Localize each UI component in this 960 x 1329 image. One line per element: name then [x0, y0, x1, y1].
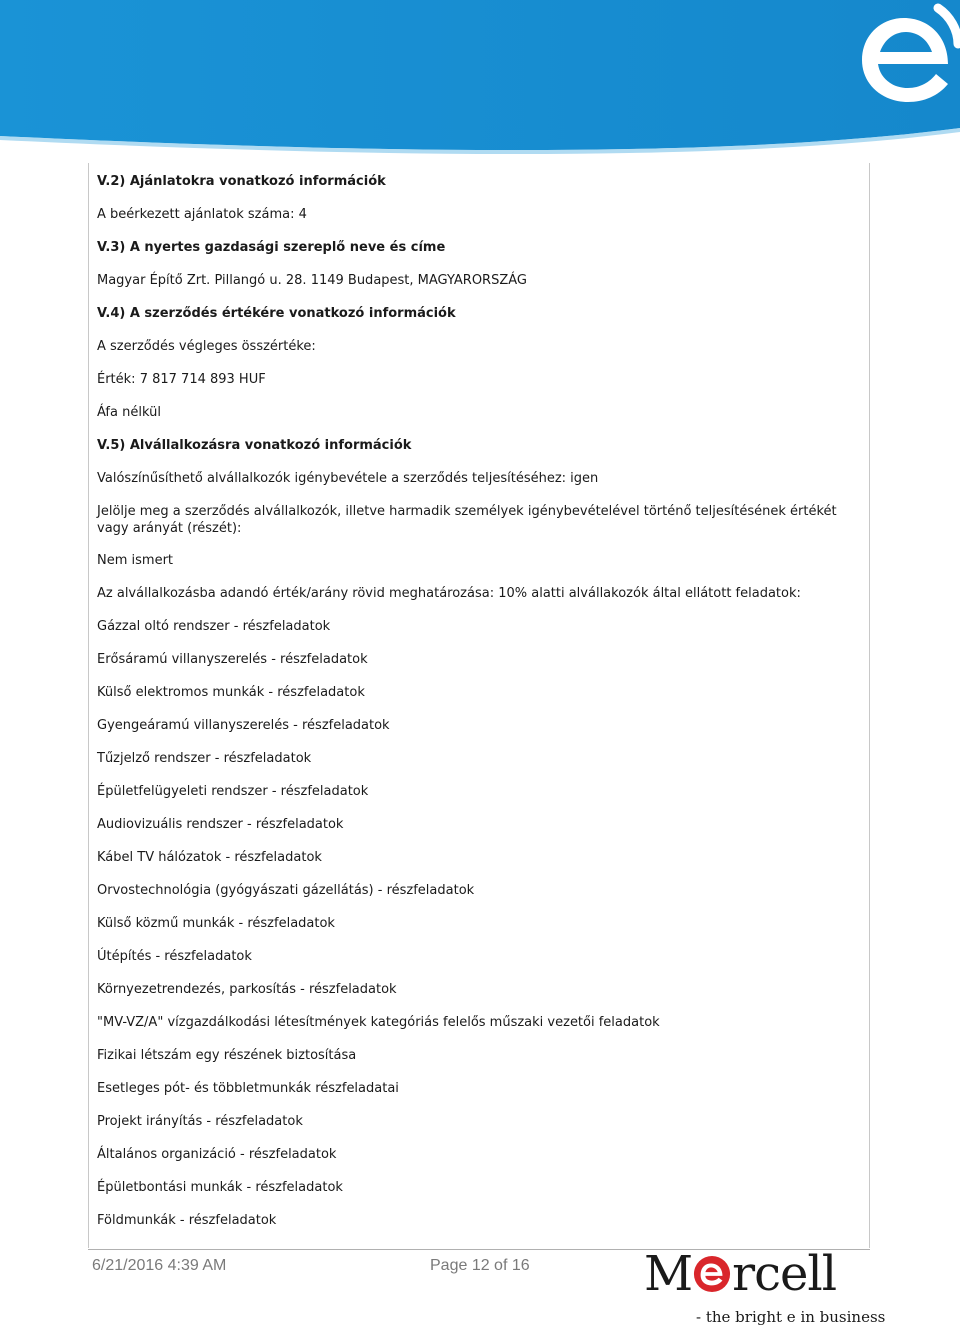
text-line: Orvostechnológia (gyógyászati gázellátás) - részfeladatok: [97, 883, 475, 898]
text-line: Tűzjelző rendszer - részfeladatok: [97, 751, 312, 766]
section-heading: V.2) Ajánlatokra vonatkozó információk: [97, 174, 386, 189]
footer-page-number: Page 12 of 16: [430, 1257, 530, 1274]
text-line: Épületfelügyeleti rendszer - részfeladatok: [97, 784, 369, 799]
text-line: Gázzal oltó rendszer - részfeladatok: [97, 619, 331, 634]
text-line: Audiovizuális rendszer - részfeladatok: [97, 817, 344, 832]
text-line: Áfa nélkül: [97, 405, 161, 420]
text-line: Földmunkák - részfeladatok: [97, 1213, 277, 1228]
e-swoosh-icon: [693, 1255, 731, 1293]
text-line: Környezetrendezés, parkosítás - részfeladatok: [97, 982, 397, 997]
text-line: Erősáramú villanyszerelés - részfeladatok: [97, 652, 368, 667]
logo-suffix: rcell: [732, 1246, 837, 1302]
text-line: Valószínűsíthető alvállalkozók igénybevétele a szerződés teljesítéséhez: igen: [97, 471, 599, 486]
logo-prefix: M: [644, 1246, 693, 1302]
text-line: Általános organizáció - részfeladatok: [97, 1147, 337, 1162]
text-line: Külső közmű munkák - részfeladatok: [97, 916, 335, 931]
header-swoosh-graphic: [0, 0, 960, 160]
text-line: Projekt irányítás - részfeladatok: [97, 1114, 303, 1129]
logo-tagline: - the bright e in business: [696, 1308, 886, 1326]
marcell-logo: [644, 1246, 886, 1328]
text-line: "MV-VZ/A" vízgazdálkodási létesítmények kategóriás felelős műszaki vezetői feladatok: [97, 1015, 660, 1030]
header-banner: [0, 0, 960, 160]
text-line: Jelölje meg a szerződés alvállalkozók, illetve harmadik személyek igénybevételével történő teljesítésének értékét vagy arányát (részét):: [97, 504, 837, 536]
section-heading: V.5) Alvállalkozásra vonatkozó információk: [97, 438, 412, 453]
text-line: Érték: 7 817 714 893 HUF: [97, 372, 266, 387]
section-heading: V.3) A nyertes gazdasági szereplő neve és címe: [97, 240, 446, 255]
text-line: Kábel TV hálózatok - részfeladatok: [97, 850, 322, 865]
section-heading: V.4) A szerződés értékére vonatkozó információk: [97, 306, 456, 321]
text-line: Nem ismert: [97, 553, 174, 568]
text-line: Fizikai létszám egy részének biztosítása: [97, 1048, 357, 1063]
text-line: Esetleges pót- és többletmunkák részfeladatai: [97, 1081, 399, 1096]
footer-date: 6/21/2016 4:39 AM: [92, 1257, 227, 1274]
text-line: Magyar Építő Zrt. Pillangó u. 28. 1149 Budapest, MAGYARORSZÁG: [97, 273, 527, 288]
text-line: Külső elektromos munkák - részfeladatok: [97, 685, 365, 700]
text-line: Útépítés - részfeladatok: [97, 949, 252, 964]
e-swoosh-icon: [852, 0, 960, 110]
text-line: A szerződés végleges összértéke:: [97, 339, 316, 354]
text-line: Az alvállalkozásba adandó érték/arány rövid meghatározása: 10% alatti alvállakozók által ellátott feladatok:: [97, 586, 801, 601]
text-line: A beérkezett ajánlatok száma: 4: [97, 207, 307, 222]
text-line: Gyengeáramú villanyszerelés - részfeladatok: [97, 718, 390, 733]
text-line: Épületbontási munkák - részfeladatok: [97, 1180, 343, 1195]
